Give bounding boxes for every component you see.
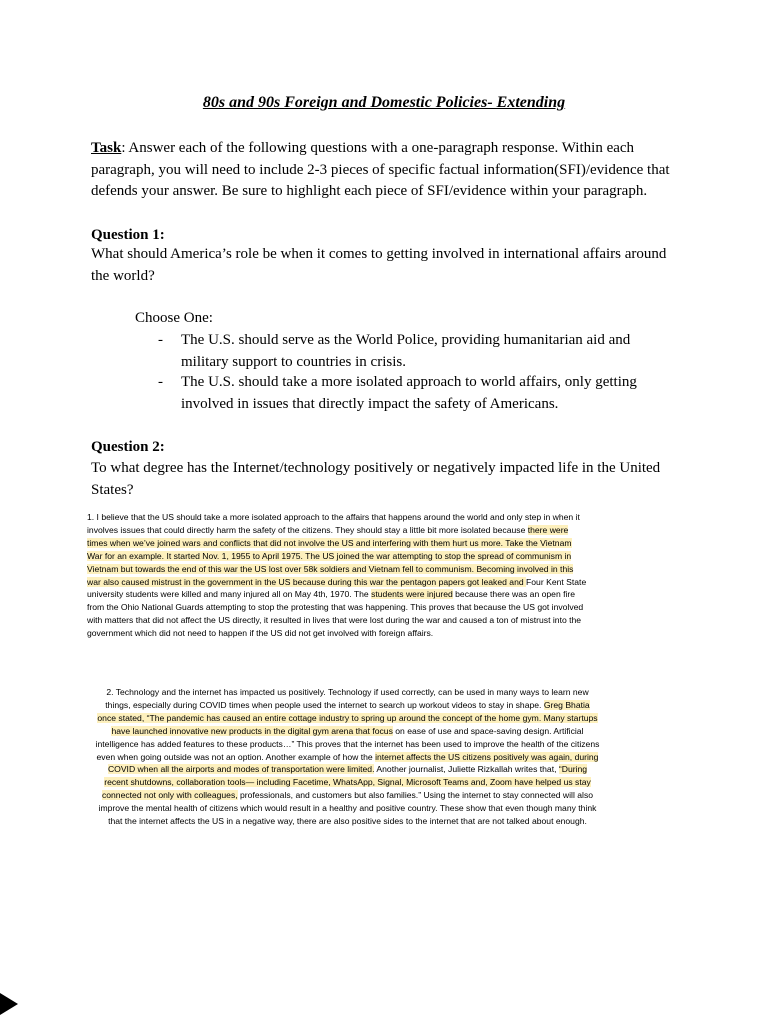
answer2-highlight-bhatia: Greg Bhatia once stated, “The pandemic has caused an entire cottage industry to spring up around the concept of the home gym. Many startups have launched innovative new products in the digital gym arena that focus (97, 699, 598, 736)
answer2-text: on ease of use and space-saving design. Artificial intelligence has added features to these products…” This proves that the internet has been used to improve the health of the citizens even when going outside was not an option. Another example of how the (95, 725, 600, 762)
answer1-paragraph (87, 511, 587, 640)
answer2-paragraph (95, 686, 600, 828)
option-text: The U.S. should serve as the World Police, providing humanitarian aid and military support to countries in crisis. (181, 332, 631, 370)
question1-heading: Question 1: (91, 227, 165, 243)
answer2-text: professionals, and customers but also families.” Using the internet to stay connected will also improve the mental health of citizens which would result in a healthy and positive country. These show that even though many think that the internet affects the US in a negative way, there are also positive sides to the internet that are not talked about enough. (98, 790, 597, 827)
option-world-police (158, 330, 658, 373)
choose-one-label: Choose One: (135, 310, 213, 326)
bullet-dash-icon: - (158, 332, 163, 348)
option-text: The U.S. should take a more isolated approach to world affairs, only getting involved in issues that directly impact the safety of Americans. (181, 374, 637, 412)
answer1-highlight-students: students were injured (371, 589, 453, 600)
question1-text: What should America’s role be when it comes to getting involved in international affairs around the world? (91, 246, 667, 284)
answer1-text: 1. I believe that the US should take a more isolated approach to the affairs that happens around the world and only step in when it involves issues that could directly harm the safety of the citizens. They should stay a little bit more isolated because (87, 512, 580, 535)
answer1-text: Four Kent State university students were killed and many injured all on May 4th, 1970. The (87, 576, 587, 600)
task-text: : Answer each of the following questions with a one-paragraph response. Within each paragraph, you will need to include 2-3 pieces of specific factual information(SFI)/evidence that defends your answer. Be sure to highlight each piece of SFI/evidence within your paragraph. (91, 140, 670, 199)
question2-heading: Question 2: (91, 439, 165, 455)
option-isolated-approach (158, 372, 658, 415)
task-label: Task (91, 140, 122, 156)
play-triangle-icon[interactable] (0, 993, 20, 1015)
task-paragraph (91, 138, 681, 203)
answer2-highlight-covid: internet affects the US citizens positively was again, during COVID when all the airports and modes of transportation were limited. (107, 751, 599, 775)
document-title: 80s and 90s Foreign and Domestic Policies- Extending (202, 94, 566, 111)
answer1-text: because there was an open fire from the Ohio National Guards attempting to stop the protesting that was happening. This proves that because the US got involved with matters that did not affect the US directly, it resulted in lives that were lost during the war and caused a ton of mistrust into the government which did not need to happen if the US did not get involved with foreign affairs. (87, 589, 584, 639)
answer2-highlight-rizkallah: “During recent shutdowns, collaboration tools— including Facetime, WhatsApp, Signal, Microsoft Teams and, Zoom have helped us stay connected not only with colleagues, (101, 764, 591, 801)
answer2-text: 2. Technology and the internet has impacted us positively. Technology if used correctly, can be used in many ways to learn new things, especially during COVID times when people used the internet to search up workout videos to stay in shape. (105, 687, 589, 710)
answer1-highlight-vietnam: there were times when we’ve joined wars and conflicts that did not involve the US and interfering with them hurt us more. Take the Vietnam War for an example. It started Nov. 1, 1955 to April 1975. The US joined the war attempting to stop the spread of communism in Vietnam but towards the end of this war the US lost over 58k soldiers and Vietnam fell to communism. Becoming involved in this war also caused mistrust in the government in the US because during this war the pentagon papers got leaked and (87, 524, 574, 587)
answer2-text: Another journalist, Juliette Rizkallah writes that, (374, 764, 559, 775)
bullet-dash-icon: - (158, 374, 163, 390)
question2-text: To what degree has the Internet/technology positively or negatively impacted life in the United States? (91, 460, 661, 498)
